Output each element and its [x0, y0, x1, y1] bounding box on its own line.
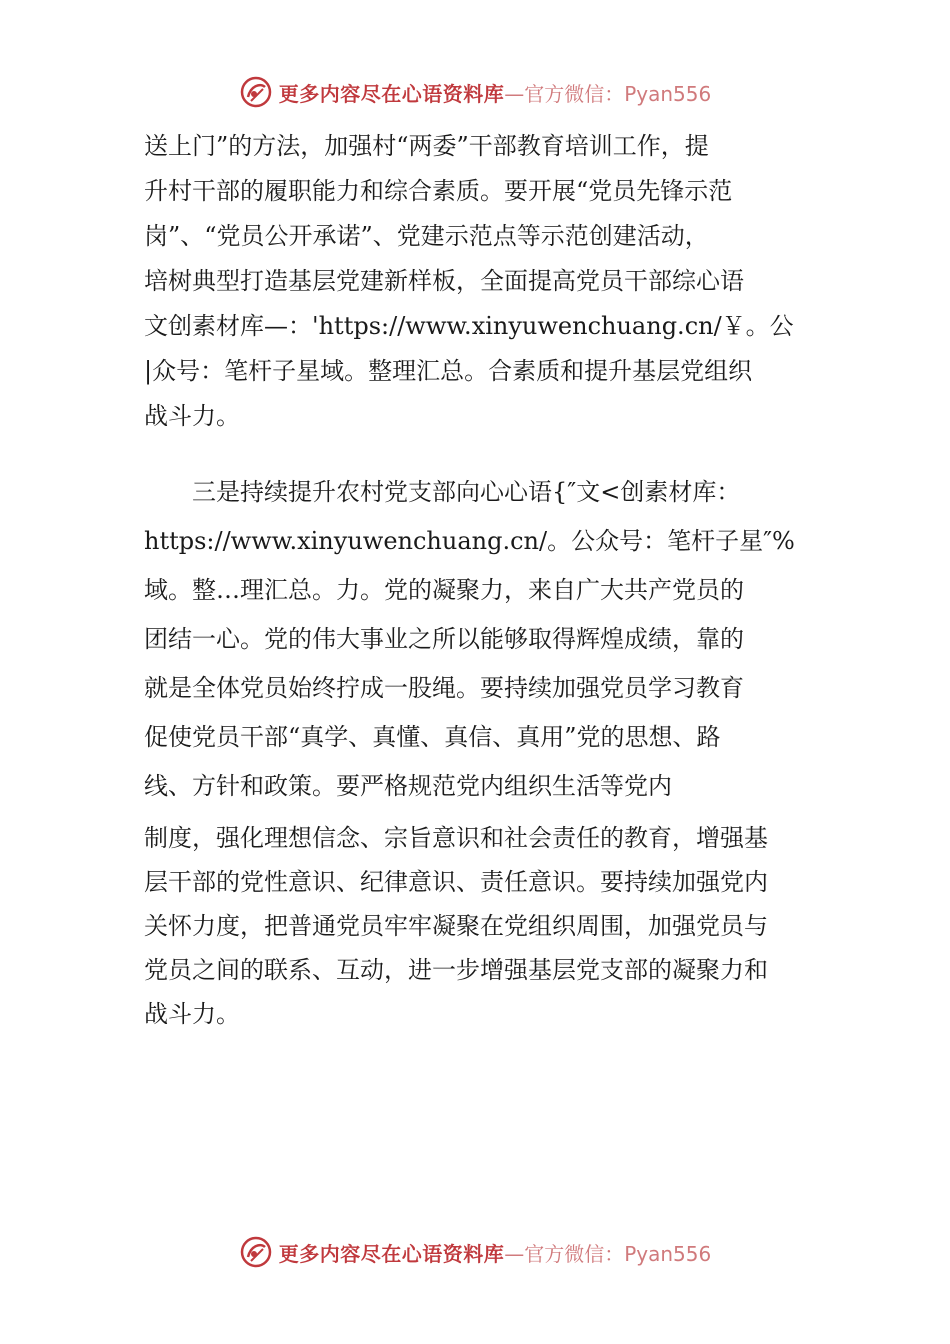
- paragraph-line: |众号：笔杆子星域。整理汇总。合素质和提升基层党组织: [144, 357, 753, 385]
- paragraph-line: 就是全体党员始终拧成一股绳。要持续加强党员学习教育: [144, 674, 744, 702]
- footer-banner-sub: —官方微信：Pyan556: [504, 1241, 712, 1266]
- header-banner-sub: —官方微信：Pyan556: [504, 81, 712, 106]
- paragraph-line: 关怀力度，把普通党员牢牢凝聚在党组织周围，加强党员与: [144, 912, 768, 940]
- paragraph-line: 促使党员干部“真学、真懂、真信、真用”党的思想、路: [144, 723, 721, 751]
- paragraph-line: 党员之间的联系、互动，进一步增强基层党支部的凝聚力和: [144, 956, 768, 984]
- header-banner: [0, 72, 950, 112]
- paragraph-line: https://www.xinyuwenchuang.cn/。公众号：笔杆子星″%: [144, 527, 795, 555]
- paragraph-line: 培树典型打造基层党建新样板，全面提高党员干部综心语: [144, 267, 744, 295]
- paragraph-2: [144, 468, 810, 811]
- footer-banner-main: 更多内容尽在心语资料库: [278, 1241, 505, 1266]
- footer-banner: [0, 1232, 950, 1272]
- paragraph-line: 文创素材库—：'https://www.xinyuwenchuang.cn/￥。公: [144, 312, 794, 340]
- paragraph-1: [144, 124, 810, 439]
- paragraph-line: 战斗力。: [144, 402, 240, 430]
- paragraph-line: 战斗力。: [144, 1000, 240, 1028]
- paragraph-line: 域。整…理汇总。力。党的凝聚力，来自广大共产党员的: [144, 576, 744, 604]
- paragraph-line: 制度，强化理想信念、宗旨意识和社会责任的教育，增强基: [144, 824, 768, 852]
- paragraph-line: 升村干部的履职能力和综合素质。要开展“党员先锋示范: [144, 177, 733, 205]
- paragraph-line: 岗”、“党员公开承诺”、党建示范点等示范创建活动，: [144, 222, 709, 250]
- paragraph-3: [144, 816, 810, 1036]
- paragraph-line: 团结一心。党的伟大事业之所以能够取得辉煌成绩，靠的: [144, 625, 744, 653]
- paragraph-line: 层干部的党性意识、纪律意识、责任意识。要持续加强党内: [144, 868, 768, 896]
- header-banner-main: 更多内容尽在心语资料库: [278, 81, 505, 106]
- paragraph-line: 线、方针和政策。要严格规范党内组织生活等党内: [144, 772, 672, 800]
- xinyu-logo-icon: [239, 1235, 273, 1269]
- xinyu-logo-icon: [239, 75, 273, 109]
- paragraph-line: 三是持续提升农村党支部向心心语{″文<创素材库：: [144, 478, 741, 506]
- paragraph-line: 送上门”的方法，加强村“两委”干部教育培训工作，提: [144, 132, 709, 160]
